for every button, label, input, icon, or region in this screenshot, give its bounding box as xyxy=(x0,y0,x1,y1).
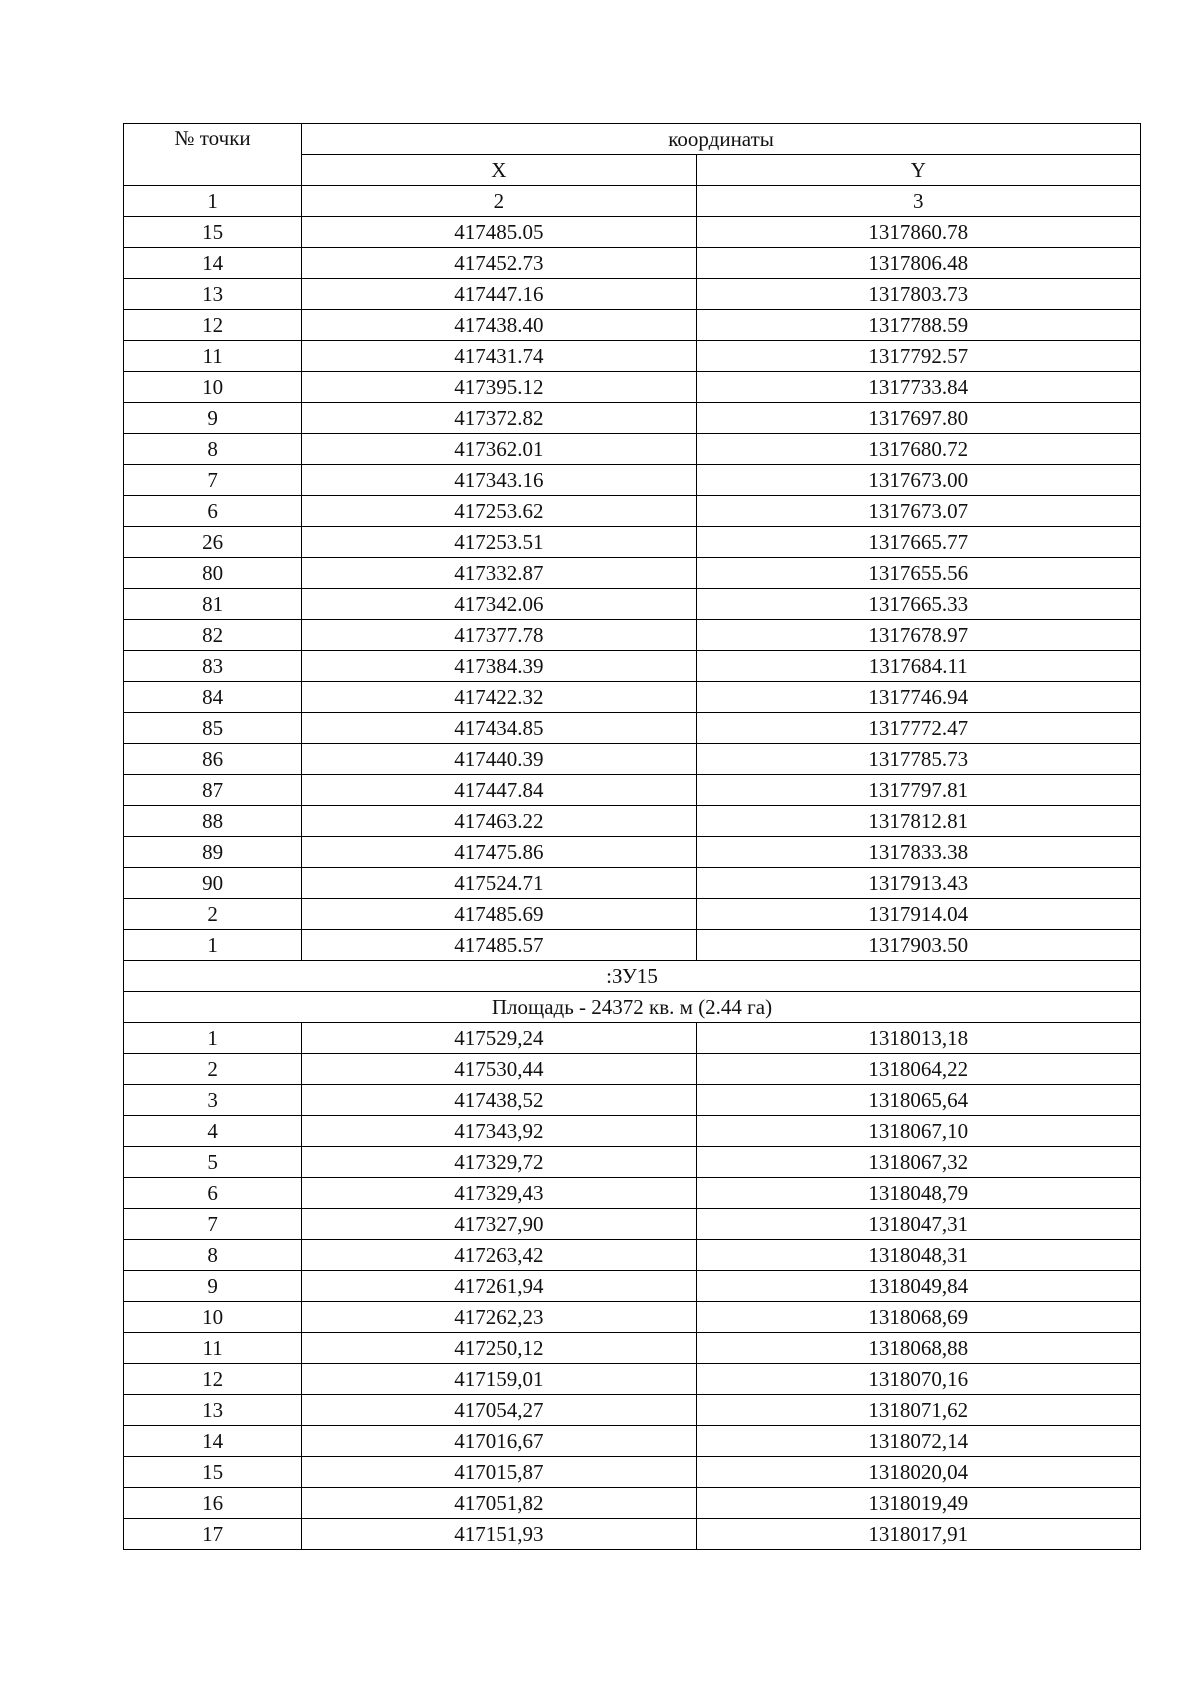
point-number-cell: 84 xyxy=(124,682,302,713)
point-number-cell: 14 xyxy=(124,1426,302,1457)
table-row xyxy=(124,527,1141,558)
point-number-cell: 1 xyxy=(124,1023,302,1054)
table-row xyxy=(124,1023,1141,1054)
x-coordinate-cell: 417015,87 xyxy=(302,1457,696,1488)
y-coordinate-cell: 1318065,64 xyxy=(696,1085,1140,1116)
table-row xyxy=(124,1054,1141,1085)
point-number-cell: 9 xyxy=(124,1271,302,1302)
x-coordinate-cell: 417253.62 xyxy=(302,496,696,527)
y-coordinate-cell: 1318049,84 xyxy=(696,1271,1140,1302)
point-number-cell: 88 xyxy=(124,806,302,837)
header-row-column-numbers xyxy=(124,186,1141,217)
y-coordinate-cell: 1317833.38 xyxy=(696,837,1140,868)
point-number-cell: 80 xyxy=(124,558,302,589)
point-number-cell: 4 xyxy=(124,1116,302,1147)
table-row xyxy=(124,403,1141,434)
y-coordinate-cell: 1318048,31 xyxy=(696,1240,1140,1271)
x-coordinate-cell: 417329,72 xyxy=(302,1147,696,1178)
table-row xyxy=(124,1519,1141,1550)
y-coordinate-cell: 1317803.73 xyxy=(696,279,1140,310)
x-coordinate-cell: 417530,44 xyxy=(302,1054,696,1085)
table-row xyxy=(124,620,1141,651)
x-coordinate-cell: 417250,12 xyxy=(302,1333,696,1364)
table-body-section-a xyxy=(124,217,1141,961)
x-coordinate-cell: 417431.74 xyxy=(302,341,696,372)
x-coordinate-cell: 417395.12 xyxy=(302,372,696,403)
point-number-cell: 6 xyxy=(124,1178,302,1209)
point-number-cell: 5 xyxy=(124,1147,302,1178)
y-coordinate-cell: 1317860.78 xyxy=(696,217,1140,248)
x-coordinate-cell: 417159,01 xyxy=(302,1364,696,1395)
y-coordinate-cell: 1317684.11 xyxy=(696,651,1140,682)
point-number-cell: 87 xyxy=(124,775,302,806)
point-number-cell: 2 xyxy=(124,1054,302,1085)
point-number-cell: 17 xyxy=(124,1519,302,1550)
y-coordinate-cell: 1317733.84 xyxy=(696,372,1140,403)
x-coordinate-cell: 417440.39 xyxy=(302,744,696,775)
table-row xyxy=(124,1116,1141,1147)
point-number-cell: 1 xyxy=(124,930,302,961)
table-row xyxy=(124,1302,1141,1333)
x-coordinate-cell: 417151,93 xyxy=(302,1519,696,1550)
section-header xyxy=(124,961,1141,1023)
table-row xyxy=(124,1178,1141,1209)
table-row xyxy=(124,589,1141,620)
section-title-row xyxy=(124,961,1141,992)
point-number-cell: 7 xyxy=(124,1209,302,1240)
x-coordinate-cell: 417261,94 xyxy=(302,1271,696,1302)
x-coordinate-cell: 417447.16 xyxy=(302,279,696,310)
table-row xyxy=(124,1085,1141,1116)
column-number-2: 2 xyxy=(302,186,696,217)
x-coordinate-cell: 417362.01 xyxy=(302,434,696,465)
point-number-cell: 11 xyxy=(124,1333,302,1364)
table-row xyxy=(124,806,1141,837)
point-number-cell: 83 xyxy=(124,651,302,682)
table-row xyxy=(124,310,1141,341)
x-coordinate-cell: 417016,67 xyxy=(302,1426,696,1457)
y-coordinate-cell: 1317655.56 xyxy=(696,558,1140,589)
point-number-cell: 90 xyxy=(124,868,302,899)
point-number-cell: 11 xyxy=(124,341,302,372)
table-row xyxy=(124,1395,1141,1426)
x-coordinate-cell: 417054,27 xyxy=(302,1395,696,1426)
y-coordinate-cell: 1317665.33 xyxy=(696,589,1140,620)
point-number-cell: 13 xyxy=(124,1395,302,1426)
point-number-cell: 16 xyxy=(124,1488,302,1519)
coordinates-table xyxy=(123,123,1141,1550)
x-coordinate-cell: 417524.71 xyxy=(302,868,696,899)
y-coordinate-cell: 1317746.94 xyxy=(696,682,1140,713)
table-row xyxy=(124,744,1141,775)
point-number-cell: 82 xyxy=(124,620,302,651)
x-coordinate-cell: 417377.78 xyxy=(302,620,696,651)
table-row xyxy=(124,341,1141,372)
table-row xyxy=(124,899,1141,930)
table-row xyxy=(124,682,1141,713)
y-coordinate-cell: 1317797.81 xyxy=(696,775,1140,806)
y-coordinate-cell: 1317903.50 xyxy=(696,930,1140,961)
x-coordinate-cell: 417447.84 xyxy=(302,775,696,806)
y-coordinate-cell: 1317806.48 xyxy=(696,248,1140,279)
table-row xyxy=(124,775,1141,806)
table-body-section-b xyxy=(124,1023,1141,1550)
point-number-cell: 10 xyxy=(124,1302,302,1333)
y-coordinate-cell: 1318070,16 xyxy=(696,1364,1140,1395)
y-coordinate-cell: 1317772.47 xyxy=(696,713,1140,744)
point-number-cell: 85 xyxy=(124,713,302,744)
table-row xyxy=(124,837,1141,868)
y-coordinate-cell: 1317678.97 xyxy=(696,620,1140,651)
y-coordinate-cell: 1318067,32 xyxy=(696,1147,1140,1178)
x-coordinate-cell: 417384.39 xyxy=(302,651,696,682)
point-number-cell: 13 xyxy=(124,279,302,310)
y-coordinate-cell: 1318013,18 xyxy=(696,1023,1140,1054)
point-number-header: № точки xyxy=(124,124,302,186)
section-area-row xyxy=(124,992,1141,1023)
y-coordinate-cell: 1318064,22 xyxy=(696,1054,1140,1085)
x-coordinate-cell: 417329,43 xyxy=(302,1178,696,1209)
y-coordinate-cell: 1318019,49 xyxy=(696,1488,1140,1519)
table-row xyxy=(124,558,1141,589)
x-coordinate-cell: 417485.57 xyxy=(302,930,696,961)
table-row xyxy=(124,1457,1141,1488)
x-coordinate-cell: 417262,23 xyxy=(302,1302,696,1333)
table-header xyxy=(124,124,1141,217)
point-number-cell: 14 xyxy=(124,248,302,279)
point-number-cell: 12 xyxy=(124,310,302,341)
point-number-cell: 8 xyxy=(124,1240,302,1271)
x-coordinate-cell: 417438,52 xyxy=(302,1085,696,1116)
y-coordinate-cell: 1318017,91 xyxy=(696,1519,1140,1550)
coordinates-header: координаты xyxy=(302,124,1141,155)
point-number-cell: 12 xyxy=(124,1364,302,1395)
y-coordinate-cell: 1317673.07 xyxy=(696,496,1140,527)
point-number-cell: 6 xyxy=(124,496,302,527)
table-row xyxy=(124,651,1141,682)
y-coordinate-cell: 1317788.59 xyxy=(696,310,1140,341)
y-coordinate-cell: 1317914.04 xyxy=(696,899,1140,930)
x-coordinate-cell: 417485.69 xyxy=(302,899,696,930)
point-number-cell: 81 xyxy=(124,589,302,620)
x-coordinate-cell: 417327,90 xyxy=(302,1209,696,1240)
y-header: Y xyxy=(696,155,1140,186)
x-coordinate-cell: 417372.82 xyxy=(302,403,696,434)
point-number-cell: 8 xyxy=(124,434,302,465)
table-row xyxy=(124,217,1141,248)
x-coordinate-cell: 417485.05 xyxy=(302,217,696,248)
x-coordinate-cell: 417343,92 xyxy=(302,1116,696,1147)
table-row xyxy=(124,465,1141,496)
x-header: X xyxy=(302,155,696,186)
section-title: :ЗУ15 xyxy=(124,961,1141,992)
column-number-3: 3 xyxy=(696,186,1140,217)
table-row xyxy=(124,930,1141,961)
x-coordinate-cell: 417343.16 xyxy=(302,465,696,496)
point-number-cell: 3 xyxy=(124,1085,302,1116)
x-coordinate-cell: 417332.87 xyxy=(302,558,696,589)
table-row xyxy=(124,1488,1141,1519)
section-area: Площадь - 24372 кв. м (2.44 га) xyxy=(124,992,1141,1023)
table-row xyxy=(124,279,1141,310)
x-coordinate-cell: 417434.85 xyxy=(302,713,696,744)
y-coordinate-cell: 1317913.43 xyxy=(696,868,1140,899)
point-number-cell: 89 xyxy=(124,837,302,868)
table-row xyxy=(124,248,1141,279)
x-coordinate-cell: 417253.51 xyxy=(302,527,696,558)
table-row xyxy=(124,713,1141,744)
y-coordinate-cell: 1317673.00 xyxy=(696,465,1140,496)
table-row xyxy=(124,434,1141,465)
point-number-cell: 15 xyxy=(124,1457,302,1488)
table-row xyxy=(124,1333,1141,1364)
y-coordinate-cell: 1317665.77 xyxy=(696,527,1140,558)
y-coordinate-cell: 1317812.81 xyxy=(696,806,1140,837)
y-coordinate-cell: 1318068,69 xyxy=(696,1302,1140,1333)
y-coordinate-cell: 1317697.80 xyxy=(696,403,1140,434)
point-number-cell: 86 xyxy=(124,744,302,775)
table-row xyxy=(124,1426,1141,1457)
x-coordinate-cell: 417422.32 xyxy=(302,682,696,713)
table-row xyxy=(124,496,1141,527)
x-coordinate-cell: 417463.22 xyxy=(302,806,696,837)
x-coordinate-cell: 417342.06 xyxy=(302,589,696,620)
y-coordinate-cell: 1317680.72 xyxy=(696,434,1140,465)
x-coordinate-cell: 417452.73 xyxy=(302,248,696,279)
y-coordinate-cell: 1317792.57 xyxy=(696,341,1140,372)
y-coordinate-cell: 1318072,14 xyxy=(696,1426,1140,1457)
x-coordinate-cell: 417438.40 xyxy=(302,310,696,341)
table-row xyxy=(124,1209,1141,1240)
y-coordinate-cell: 1317785.73 xyxy=(696,744,1140,775)
x-coordinate-cell: 417263,42 xyxy=(302,1240,696,1271)
table-row xyxy=(124,1147,1141,1178)
y-coordinate-cell: 1318047,31 xyxy=(696,1209,1140,1240)
point-number-cell: 2 xyxy=(124,899,302,930)
table-row xyxy=(124,868,1141,899)
point-number-cell: 26 xyxy=(124,527,302,558)
table-row xyxy=(124,372,1141,403)
table-row xyxy=(124,1240,1141,1271)
point-number-cell: 10 xyxy=(124,372,302,403)
x-coordinate-cell: 417051,82 xyxy=(302,1488,696,1519)
y-coordinate-cell: 1318067,10 xyxy=(696,1116,1140,1147)
y-coordinate-cell: 1318048,79 xyxy=(696,1178,1140,1209)
table-row xyxy=(124,1271,1141,1302)
y-coordinate-cell: 1318020,04 xyxy=(696,1457,1140,1488)
header-row-main xyxy=(124,124,1141,155)
y-coordinate-cell: 1318071,62 xyxy=(696,1395,1140,1426)
x-coordinate-cell: 417475.86 xyxy=(302,837,696,868)
point-number-cell: 9 xyxy=(124,403,302,434)
column-number-1: 1 xyxy=(124,186,302,217)
x-coordinate-cell: 417529,24 xyxy=(302,1023,696,1054)
y-coordinate-cell: 1318068,88 xyxy=(696,1333,1140,1364)
point-number-cell: 7 xyxy=(124,465,302,496)
point-number-cell: 15 xyxy=(124,217,302,248)
table-row xyxy=(124,1364,1141,1395)
